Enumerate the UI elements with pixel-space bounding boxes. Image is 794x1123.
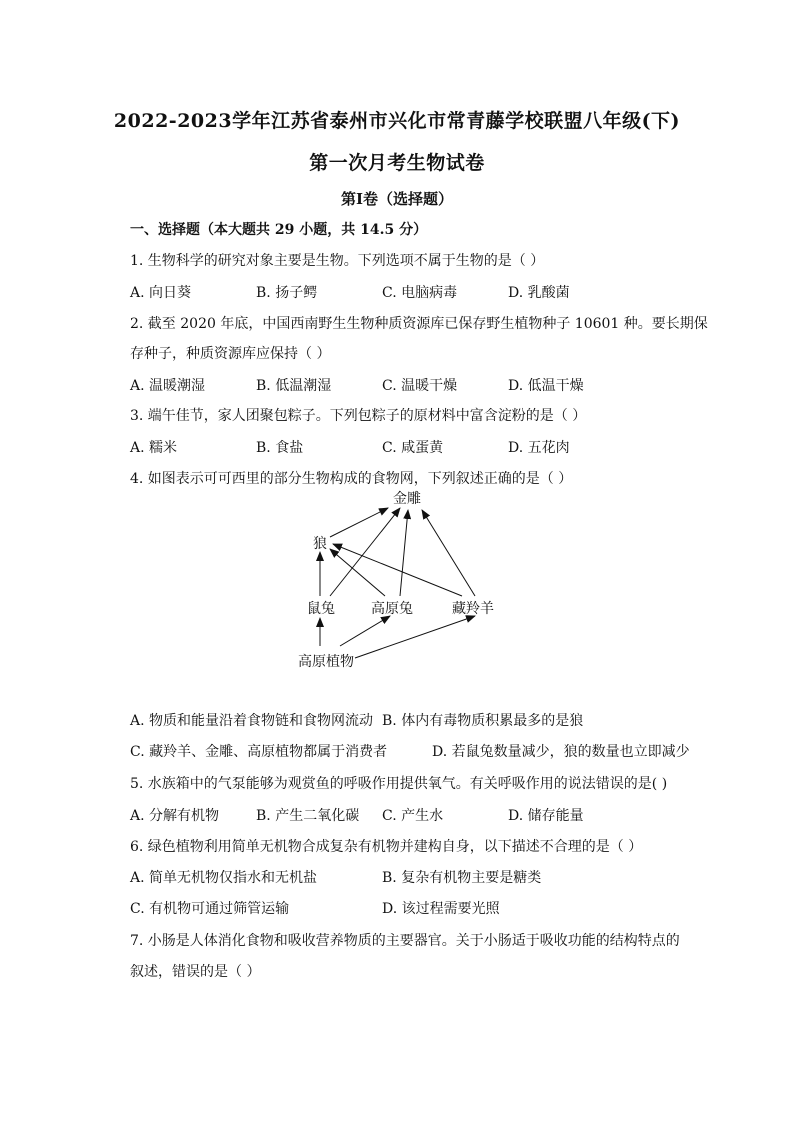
q4-option-a: A. 物质和能量沿着食物链和食物网流动: [130, 713, 374, 729]
q6-option-d: D. 该过程需要光照: [382, 901, 500, 917]
q6-option-c: C. 有机物可通过筛管运输: [130, 901, 290, 917]
q2-option-b: B. 低温潮湿: [256, 378, 332, 394]
arrow-wolf-to-eagle: [330, 508, 388, 537]
q5-option-b: B. 产生二氧化碳: [256, 808, 360, 824]
node-hare: 高原兔: [371, 601, 413, 617]
q5-option-a: A. 分解有机物: [130, 808, 220, 824]
section-heading: 第Ⅰ卷（选择题）: [340, 190, 454, 208]
node-pika: 鼠兔: [307, 601, 335, 617]
question-1-stem: 1. 生物科学的研究对象主要是生物。下列选项不属于生物的是（ ）: [130, 253, 545, 269]
q1-option-d: D. 乳酸菌: [508, 285, 570, 301]
q5-option-c: C. 产生水: [382, 808, 444, 824]
title-line-1: 2022-2023学年江苏省泰州市兴化市常青藤学校联盟八年级(下): [113, 110, 681, 132]
title-line-2: 第一次月考生物试卷: [309, 152, 485, 174]
food-web-diagram: [0, 486, 794, 686]
question-2-stem-1: 2. 截至 2020 年底，中国西南野生生物种质资源库已保存野生植物种子 10601 种。要长期保: [130, 316, 708, 332]
q1-option-c: C. 电脑病毒: [382, 285, 458, 301]
q3-option-a: A. 糯米: [130, 440, 178, 456]
node-eagle: 金雕: [393, 491, 421, 507]
question-5-stem: 5. 水族箱中的气泵能够为观赏鱼的呼吸作用提供氧气。有关呼吸作用的说法错误的是( ): [130, 776, 668, 792]
node-antelope: 藏羚羊: [452, 601, 494, 617]
arrow-plant-to-hare: [340, 616, 390, 646]
q3-option-b: B. 食盐: [256, 440, 304, 456]
question-3-stem: 3. 端午佳节，家人团聚包粽子。下列包粽子的原材料中富含淀粉的是（ ）: [130, 408, 587, 424]
question-2-stem-2: 存种子，种质资源库应保持（ ）: [130, 346, 331, 362]
q3-option-c: C. 咸蛋黄: [382, 440, 444, 456]
arrow-hare-to-wolf: [330, 549, 385, 596]
node-plant: 高原植物: [298, 654, 354, 670]
q1-option-b: B. 扬子鳄: [256, 285, 318, 301]
q2-option-d: D. 低温干燥: [508, 378, 584, 394]
q2-option-a: A. 温暖潮湿: [130, 378, 206, 394]
question-7-stem-1: 7. 小肠是人体消化食物和吸收营养物质的主要器官。关于小肠适于吸收功能的结构特点的: [130, 933, 680, 949]
q1-option-a: A. 向日葵: [130, 285, 192, 301]
q4-option-d: D. 若鼠兔数量减少，狼的数量也立即减少: [432, 744, 690, 760]
question-4-stem: 4. 如图表示可可西里的部分生物构成的食物网，下列叙述正确的是（ ）: [130, 471, 573, 487]
arrow-hare-to-eagle: [400, 510, 408, 596]
q6-option-a: A. 简单无机物仅指水和无机盐: [130, 870, 318, 886]
q5-option-d: D. 储存能量: [508, 808, 584, 824]
arrow-antelope-to-wolf: [333, 544, 462, 596]
q6-option-b: B. 复杂有机物主要是糖类: [382, 870, 542, 886]
node-wolf: 狼: [313, 536, 327, 552]
question-7-stem-2: 叙述，错误的是（ ）: [130, 964, 261, 980]
q4-option-c: C. 藏羚羊、金雕、高原植物都属于消费者: [130, 744, 388, 760]
arrow-plant-to-antelope: [355, 616, 475, 658]
question-6-stem: 6. 绿色植物利用简单无机物合成复杂有机物并建构自身，以下描述不合理的是（ ）: [130, 839, 643, 855]
arrow-pika-to-eagle: [330, 508, 400, 596]
part-heading: 一、选择题（本大题共 29 小题，共 14.5 分）: [130, 222, 428, 238]
q4-option-b: B. 体内有毒物质积累最多的是狼: [382, 713, 584, 729]
q3-option-d: D. 五花肉: [508, 440, 570, 456]
q2-option-c: C. 温暖干燥: [382, 378, 458, 394]
